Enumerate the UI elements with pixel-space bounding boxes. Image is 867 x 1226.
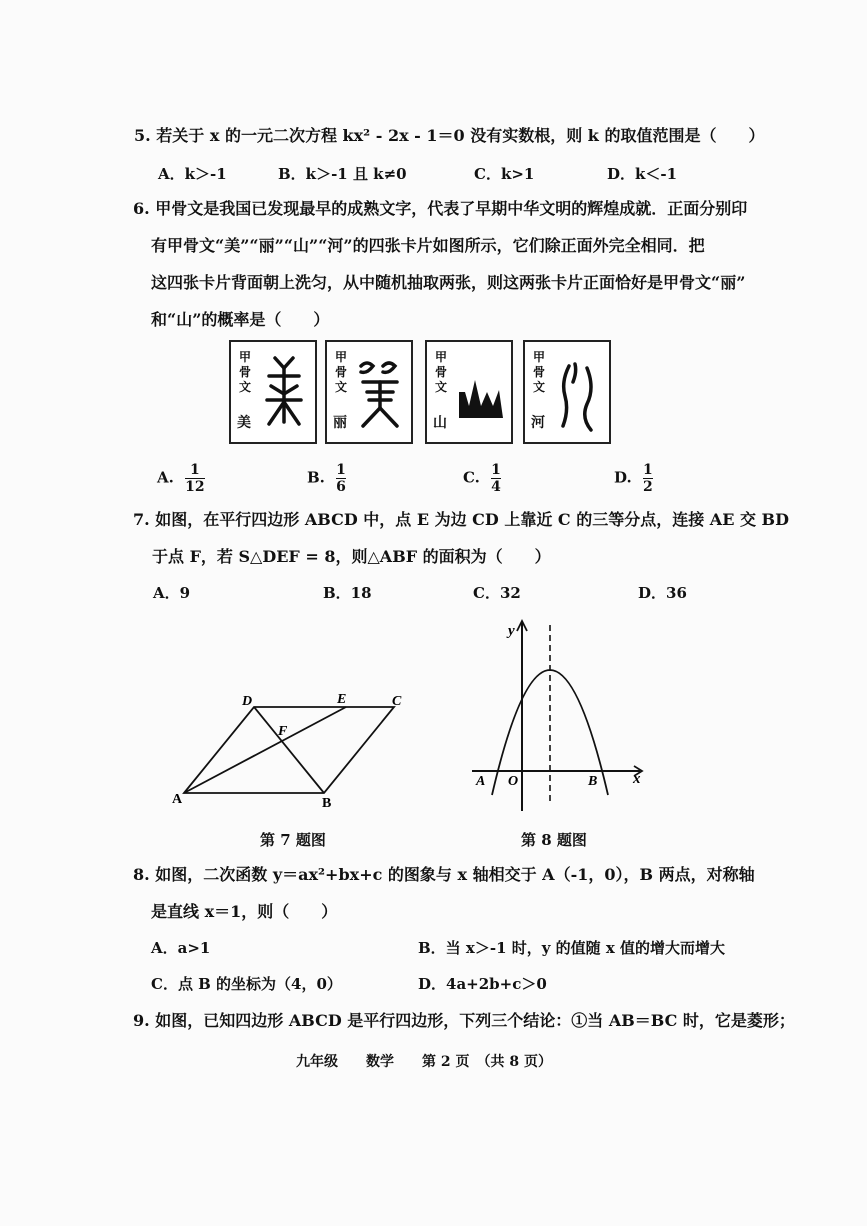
denominator: 12 — [185, 479, 205, 495]
q7-line-2: 于点 F，若 S△DEF = 8，则△ABF 的面积为（ ） — [152, 547, 551, 566]
card-label: 甲骨文 — [533, 350, 546, 394]
card-name: 河 — [531, 415, 545, 431]
q8-option-b: B．当 x＞-1 时，y 的值随 x 值的增大而增大 — [418, 939, 726, 957]
oracle-card-shan — [425, 340, 513, 444]
numerator: 1 — [491, 462, 501, 478]
q6-option-c — [463, 462, 501, 495]
denominator: 4 — [491, 479, 501, 495]
option-letter: A. — [157, 468, 174, 487]
oracle-card-mei — [229, 340, 317, 444]
q7-line-1: 7. 如图，在平行四边形 ABCD 中，点 E 为边 CD 上靠近 C 的三等分点，连接 AE 交 BD — [133, 510, 789, 529]
q8-line-1: 8. 如图，二次函数 y＝ax²+bx+c 的图象与 x 轴相交于 A（-1，0），B 两点，对称轴 — [133, 865, 755, 884]
q7-option-c: C．32 — [473, 584, 521, 602]
label-c: C — [392, 694, 402, 709]
q7-option-a: A．9 — [153, 584, 191, 602]
oracle-card-he — [523, 340, 611, 444]
denominator: 6 — [336, 479, 346, 495]
figure-7-caption: 第 7 题图 — [260, 831, 326, 849]
fraction — [491, 462, 501, 495]
numerator: 1 — [336, 462, 346, 478]
label-d: D — [242, 694, 253, 709]
q5-option-d: D．k＜-1 — [607, 165, 678, 183]
denominator: 2 — [642, 479, 653, 495]
figure-7-parallelogram — [170, 685, 420, 815]
q8-option-a: A．a>1 — [151, 939, 211, 957]
option-letter: C. — [463, 468, 480, 487]
oracle-glyph-li-icon — [353, 352, 407, 436]
label-a: A — [172, 792, 183, 807]
card-name: 山 — [433, 415, 447, 431]
q6-option-a — [157, 462, 205, 495]
oracle-glyph-he-icon — [551, 352, 605, 436]
q6-line-4: 和“山”的概率是（ ） — [151, 310, 330, 329]
q6-option-d — [614, 462, 653, 495]
figure-8-caption: 第 8 题图 — [521, 831, 587, 849]
q8-line-2: 是直线 x＝1，则（ ） — [151, 902, 338, 921]
option-letter: D. — [614, 468, 632, 487]
label-b: B — [322, 796, 332, 811]
card-name: 丽 — [333, 415, 347, 431]
oracle-card-li — [325, 340, 413, 444]
oracle-glyph-shan-icon — [453, 352, 507, 436]
q9-line-1: 9. 如图，已知四边形 ABCD 是平行四边形，下列三个结论：①当 AB＝BC 时，它是菱形； — [133, 1011, 795, 1030]
label-a: A — [476, 774, 486, 789]
q6-line-3: 这四张卡片背面朝上洗匀，从中随机抽取两张，则这两张卡片正面恰好是甲骨文“丽” — [151, 273, 746, 292]
numerator: 1 — [642, 462, 653, 478]
option-letter: B. — [307, 468, 325, 487]
q6-line-1: 6. 甲骨文是我国已发现最早的成熟文字，代表了早期中华文明的辉煌成就．正面分别印 — [133, 199, 748, 218]
q5-option-a: A．k＞-1 — [158, 165, 227, 183]
label-e: E — [337, 692, 347, 707]
label-f: F — [278, 724, 288, 739]
numerator: 1 — [189, 462, 200, 478]
fraction — [643, 462, 653, 495]
q7-option-b: B．18 — [323, 584, 372, 602]
card-label: 甲骨文 — [239, 350, 252, 394]
q8-option-c: C．点 B 的坐标为（4，0） — [151, 975, 342, 993]
q8-option-d: D．4a+2b+c＞0 — [418, 975, 547, 993]
q5-stem: 5. 若关于 x 的一元二次方程 kx² - 2x - 1＝0 没有实数根，则 k 的取值范围是（ ） — [134, 126, 765, 145]
q5-option-c: C．k>1 — [474, 165, 535, 183]
q7-option-d: D．36 — [638, 584, 687, 602]
card-name: 美 — [237, 415, 251, 431]
label-x: x — [633, 771, 641, 787]
label-b: B — [588, 774, 598, 789]
fraction — [185, 462, 204, 495]
fraction — [336, 462, 346, 495]
figure-8-parabola — [470, 615, 660, 815]
card-label: 甲骨文 — [335, 350, 348, 394]
q5-option-b: B．k＞-1 且 k≠0 — [278, 165, 407, 183]
label-y: y — [508, 623, 515, 639]
page-footer: 九年级 数学 第 2 页 （共 8 页） — [296, 1054, 552, 1070]
q6-option-b — [307, 462, 346, 495]
q6-line-2: 有甲骨文“美”“丽”“山”“河”的四张卡片如图所示，它们除正面外完全相同．把 — [151, 236, 705, 255]
card-label: 甲骨文 — [435, 350, 448, 394]
oracle-glyph-mei-icon — [257, 352, 311, 436]
label-o: O — [508, 774, 519, 789]
